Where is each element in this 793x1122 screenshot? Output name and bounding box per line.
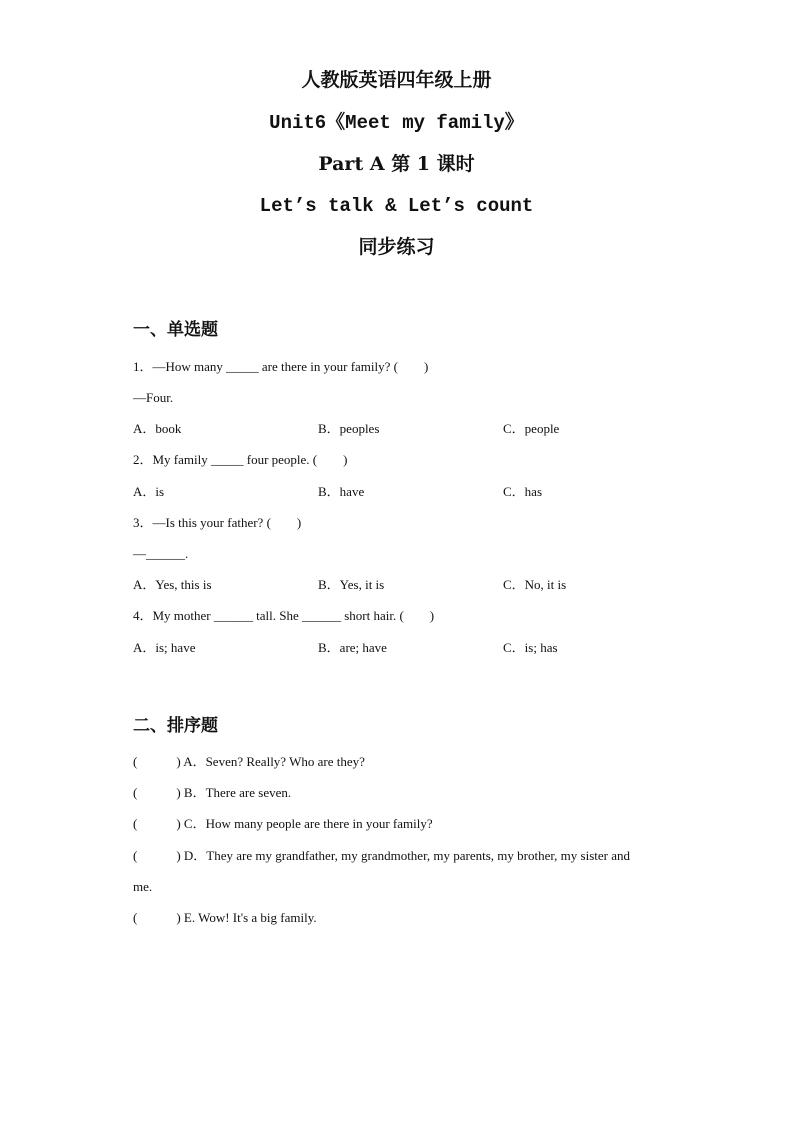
- question-3-option-c[interactable]: C．No, it is: [503, 577, 567, 592]
- question-2-option-b[interactable]: B．have: [318, 484, 365, 499]
- book-title: 人教版英语四年级上册: [301, 69, 492, 91]
- section-heading-single-choice: 一、单选题: [133, 320, 218, 340]
- ordering-item-b[interactable]: ( ) B．There are seven.: [133, 785, 292, 800]
- question-2-stem: 2．My family _____ four people. ( ): [133, 452, 348, 467]
- unit-title: Unit6《Meet my family》: [269, 112, 524, 134]
- question-2-option-a[interactable]: A．is: [133, 484, 165, 499]
- question-4-option-a[interactable]: A．is; have: [133, 640, 196, 655]
- section-heading-ordering: 二、排序题: [133, 716, 218, 736]
- question-1-answer-line: —Four.: [133, 390, 174, 405]
- worksheet-subtitle: 同步练习: [358, 236, 435, 258]
- question-3-option-b[interactable]: B．Yes, it is: [318, 577, 385, 592]
- question-4-option-c[interactable]: C．is; has: [503, 640, 558, 655]
- question-4-stem: 4．My mother ______ tall. She ______ short hair. ( ): [133, 608, 435, 623]
- question-1-option-c[interactable]: C．people: [503, 421, 560, 436]
- ordering-item-d[interactable]: ( ) D．They are my grandfather, my grandmother, my parents, my brother, my sister and: [133, 848, 630, 863]
- ordering-item-c[interactable]: ( ) C．How many people are there in your family?: [133, 816, 433, 831]
- question-3-stem: 3．—Is this your father? ( ): [133, 515, 302, 530]
- question-1-option-a[interactable]: A．book: [133, 421, 182, 436]
- question-3-answer-line: —______.: [133, 546, 189, 561]
- question-1-option-b[interactable]: B．peoples: [318, 421, 380, 436]
- question-4-option-b[interactable]: B．are; have: [318, 640, 387, 655]
- question-1-stem: 1．—How many _____ are there in your family? ( ): [133, 359, 429, 374]
- question-2-option-c[interactable]: C．has: [503, 484, 543, 499]
- question-3-option-a[interactable]: A．Yes, this is: [133, 577, 212, 592]
- ordering-item-e[interactable]: ( ) E. Wow! It's a big family.: [133, 910, 317, 925]
- ordering-item-d-continued: me.: [133, 879, 153, 894]
- lesson-topic: Let’s talk & Let’s count: [259, 195, 534, 217]
- lesson-part: Part A 第 1 课时: [318, 153, 475, 175]
- ordering-item-a[interactable]: ( ) A．Seven? Really? Who are they?: [133, 754, 365, 769]
